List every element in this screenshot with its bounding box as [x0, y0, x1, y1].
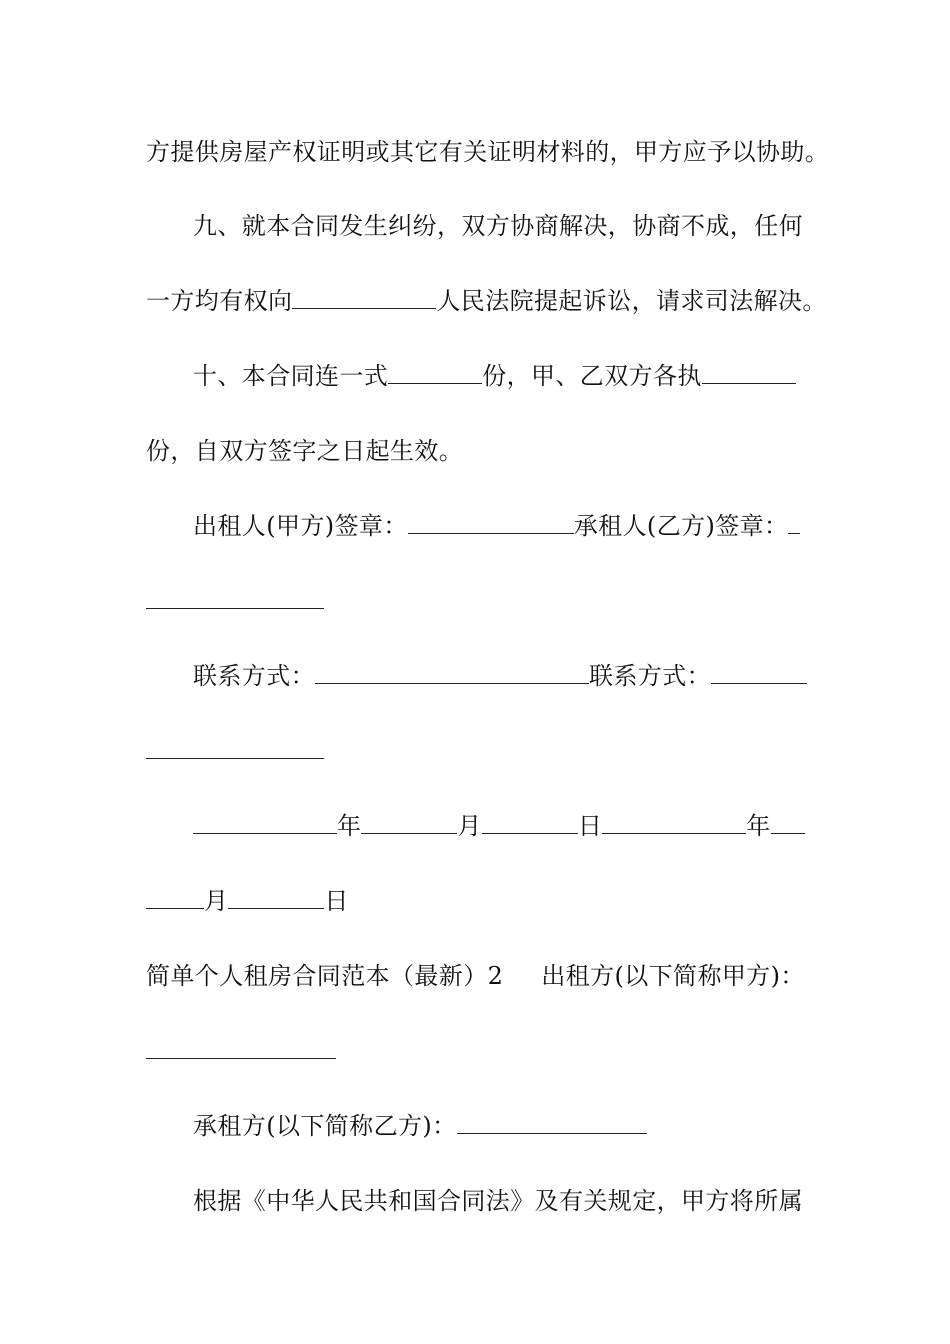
copies-total-blank	[388, 363, 482, 384]
day-blank	[482, 813, 578, 834]
day-label-2: 日	[324, 887, 349, 915]
line-text: 十、本合同连一式	[193, 362, 389, 390]
line-text: 一方均有权向	[146, 287, 293, 315]
year-label: 年	[337, 812, 362, 840]
line-text: 人民法院提起诉讼，请求司法解决。	[436, 287, 827, 315]
signature-line-continued	[146, 586, 808, 616]
year-blank	[193, 813, 337, 834]
line-text: 根据《中华人民共和国合同法》及有关规定，甲方将所属	[193, 1187, 803, 1215]
month-label-2: 月	[204, 887, 229, 915]
clause-9-line-1	[193, 211, 855, 241]
lessee-line	[193, 1111, 855, 1141]
month-blank-2	[771, 813, 805, 834]
lessee-contact-label: 联系方式：	[589, 662, 711, 690]
lessor-contact-label: 联系方式：	[193, 662, 315, 690]
month-blank	[361, 813, 457, 834]
section-heading-line	[146, 961, 808, 991]
lessor-label: 出租方(以下简称甲方)：	[541, 962, 805, 990]
lessor-contact-blank	[315, 663, 589, 684]
lessor-name-blank	[146, 1038, 336, 1059]
month-label: 月	[457, 812, 482, 840]
day-label: 日	[577, 812, 603, 840]
day-blank-2	[228, 888, 324, 909]
year-blank-2	[602, 813, 746, 834]
date-line-continued	[146, 886, 808, 916]
section-title: 简单个人租房合同范本（最新）2	[146, 962, 504, 990]
year-label-2: 年	[746, 812, 771, 840]
line-text: 份，自双方签字之日起生效。	[146, 437, 464, 465]
clause-10-line-2	[146, 436, 808, 466]
court-name-blank	[292, 288, 436, 309]
contact-line-continued	[146, 736, 808, 766]
clause-10-line-1	[193, 361, 855, 391]
line-text: 九、就本合同发生纠纷，双方协商解决，协商不成，任何	[193, 212, 803, 240]
signature-line	[193, 511, 855, 541]
lessee-signature-blank	[788, 513, 800, 534]
lessee-signature-blank-cont	[146, 588, 324, 609]
line-text: 方提供房屋产权证明或其它有关证明材料的，甲方应予以协助。	[146, 138, 830, 166]
line-text: 份，甲、乙双方各执	[482, 362, 702, 390]
lessee-contact-blank-cont	[146, 738, 324, 759]
lessee-contact-blank	[711, 663, 807, 684]
copies-each-blank	[702, 363, 796, 384]
lessor-blank-line	[146, 1036, 808, 1066]
lessor-signature-blank	[408, 513, 574, 534]
lessee-label: 承租方(以下简称乙方)：	[193, 1112, 457, 1140]
paragraph-line-1	[146, 137, 830, 167]
contact-line	[193, 661, 855, 691]
lessee-signature-label: 承租人(乙方)签章：	[573, 512, 789, 540]
date-line	[193, 811, 855, 841]
clause-9-line-2	[146, 286, 827, 316]
lessee-name-blank	[457, 1113, 647, 1134]
preamble-line	[193, 1186, 855, 1216]
month-blank-2-cont	[146, 888, 204, 909]
lessor-signature-label: 出租人(甲方)签章：	[193, 512, 408, 540]
